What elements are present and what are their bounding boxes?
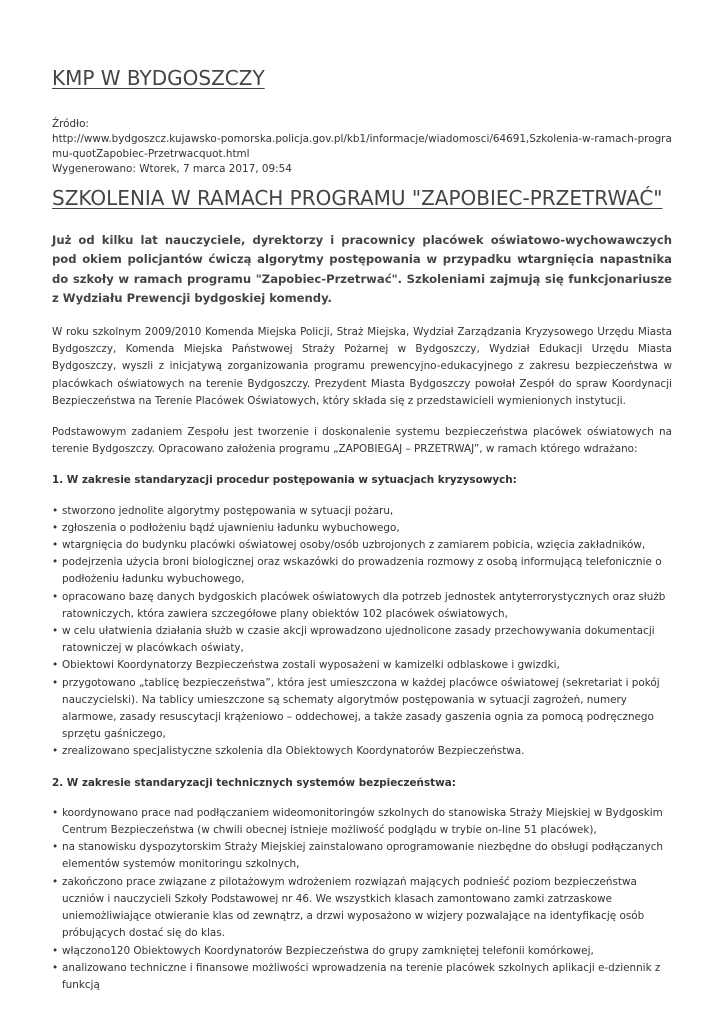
section-1-list bbox=[52, 503, 672, 761]
lead-paragraph: Już od kilku lat nauczyciele, dyrektorzy i pracownicy placówek oświatowo-wychowawczych pod okiem policjantów ćwiczą algorytmy postępowania w przypadku wtargnięcia napastnika do szkoły w ramach programu "Zapobiec-Przetrwać". Szkoleniami zajmują się funkcjonariusze z Wydziału Prewencji bydgoskiej komendy. bbox=[52, 233, 672, 306]
section-2-list bbox=[52, 805, 672, 994]
list-item: • analizowano techniczne i finansowe możliwości wprowadzenia na terenie placówek szkolnych aplikacji e-dziennik z funkcją bbox=[52, 960, 672, 994]
list-item: • opracowano bazę danych bydgoskich placówek oświatowych dla potrzeb jednostek antyterrorystycznych oraz służb ratowniczych, która zawiera szczegółowe plany obiektów 102 placówek oświatowych, bbox=[52, 589, 672, 623]
list-item: • na stanowisku dyspozytorskim Straży Miejskiej zainstalowano oprogramowanie niezbędne do obsługi podłączanych elementów systemów monitoringu szkolnych, bbox=[52, 839, 672, 873]
body-paragraph: W roku szkolnym 2009/2010 Komenda Miejska Policji, Straż Miejska, Wydział Zarządzania Kryzysowego Urzędu Miasta Bydgoszczy, Komenda Miejska Państwowej Straży Pożarnej w Bydgoszczy, Wydział Edukacji Urzędu Miasta Bydgoszczy, wyszli z inicjatywą zorganizowania programu prewencyjno-edukacyjnego z zakresu bezpieczeństwa w placówkach oświatowych na terenie Bydgoszczy. Prezydent Miasta Bydgoszczy powołał Zespół do spraw Koordynacji Bezpieczeństwa na Terenie Placówek Oświatowych, który składa się z przedstawicieli wymienionych instytucji. bbox=[52, 326, 672, 407]
body-paragraph: Podstawowym zadaniem Zespołu jest tworzenie i doskonalenie systemu bezpieczeństwa placówek oświatowych na terenie Bydgoszczy. Opracowano założenia programu „ZAPOBIEGAJ – PRZETRWAJ”, w ramach którego wdrażano: bbox=[52, 426, 672, 456]
list-item: • przygotowano „tablicę bezpieczeństwa”, która jest umieszczona w każdej placówce oświatowej (sekretariat i pokój nauczycielski). Na tablicy umieszczone są schematy algorytmów postępowania w sytuacji zagrożeń, numery alarmowe, zasady resuscytacji krążeniowo – oddechowej, a także zasady gaszenia ognia za pomocą podręcznego sprzętu gaśniczego, bbox=[52, 675, 672, 744]
source-meta bbox=[52, 117, 677, 177]
article-title: SZKOLENIA W RAMACH PROGRAMU "ZAPOBIEC-PRZETRWAĆ" bbox=[52, 186, 663, 210]
generated-timestamp: Wygenerowano: Wtorek, 7 marca 2017, 09:54 bbox=[52, 163, 292, 175]
site-title: KMP W BYDGOSZCZY bbox=[52, 66, 265, 90]
list-item: • podejrzenia użycia broni biologicznej oraz wskazówki do prowadzenia rozmowy z osobą informującą telefonicznie o podłożeniu ładunku wybuchowego, bbox=[52, 554, 672, 588]
section-heading: 2. W zakresie standaryzacji technicznych systemów bezpieczeństwa: bbox=[52, 776, 456, 789]
source-url[interactable]: http://www.bydgoszcz.kujawsko-pomorska.policja.gov.pl/kb1/informacje/wiadomosci/64691,Szkolenia-w-ramach-programu-quotZapobiec-Przetrwacquot.html bbox=[52, 133, 672, 160]
list-item: • w celu ułatwienia działania służb w czasie akcji wprowadzono ujednolicone zasady przechowywania dokumentacji ratowniczej w placówkach oświaty, bbox=[52, 623, 672, 657]
list-item: • zgłoszenia o podłożeniu bądź ujawnieniu ładunku wybuchowego, bbox=[52, 520, 672, 537]
article-body bbox=[52, 324, 672, 1008]
list-item: • zakończono prace związane z pilotażowym wdrożeniem rozwiązań mających podnieść poziom bezpieczeństwa uczniów i nauczycieli Szkoły Podstawowej nr 46. We wszystkich klasach zamontowano zamki zatrzaskowe uniemożliwiające otwieranie klas od zewnątrz, a drzwi wyposażono w wizjery pozwalające na identyfikację osób próbujących dostać się do klas. bbox=[52, 874, 672, 943]
list-item: • wtargnięcia do budynku placówki oświatowej osoby/osób uzbrojonych z zamiarem pobicia, wzięcia zakładników, bbox=[52, 537, 672, 554]
list-item: • koordynowano prace nad podłączaniem wideomonitoringów szkolnych do stanowiska Straży Miejskiej w Bydgoskim Centrum Bezpieczeństwa (w chwili obecnej istnieje możliwość podglądu w trybie on-line 51 placówek), bbox=[52, 805, 672, 839]
list-item: • zrealizowano specjalistyczne szkolenia dla Obiektowych Koordynatorów Bezpieczeństwa. bbox=[52, 743, 672, 760]
list-item: • włączono120 Obiektowych Koordynatorów Bezpieczeństwa do grupy zamkniętej telefonii komórkowej, bbox=[52, 943, 672, 960]
list-item: • stworzono jednolite algorytmy postępowania w sytuacji pożaru, bbox=[52, 503, 672, 520]
section-heading: 1. W zakresie standaryzacji procedur postępowania w sytuacjach kryzysowych: bbox=[52, 474, 517, 487]
source-label: Źródło: bbox=[52, 118, 89, 130]
list-item: • Obiektowi Koordynatorzy Bezpieczeństwa zostali wyposażeni w kamizelki odblaskowe i gwizdki, bbox=[52, 657, 672, 674]
